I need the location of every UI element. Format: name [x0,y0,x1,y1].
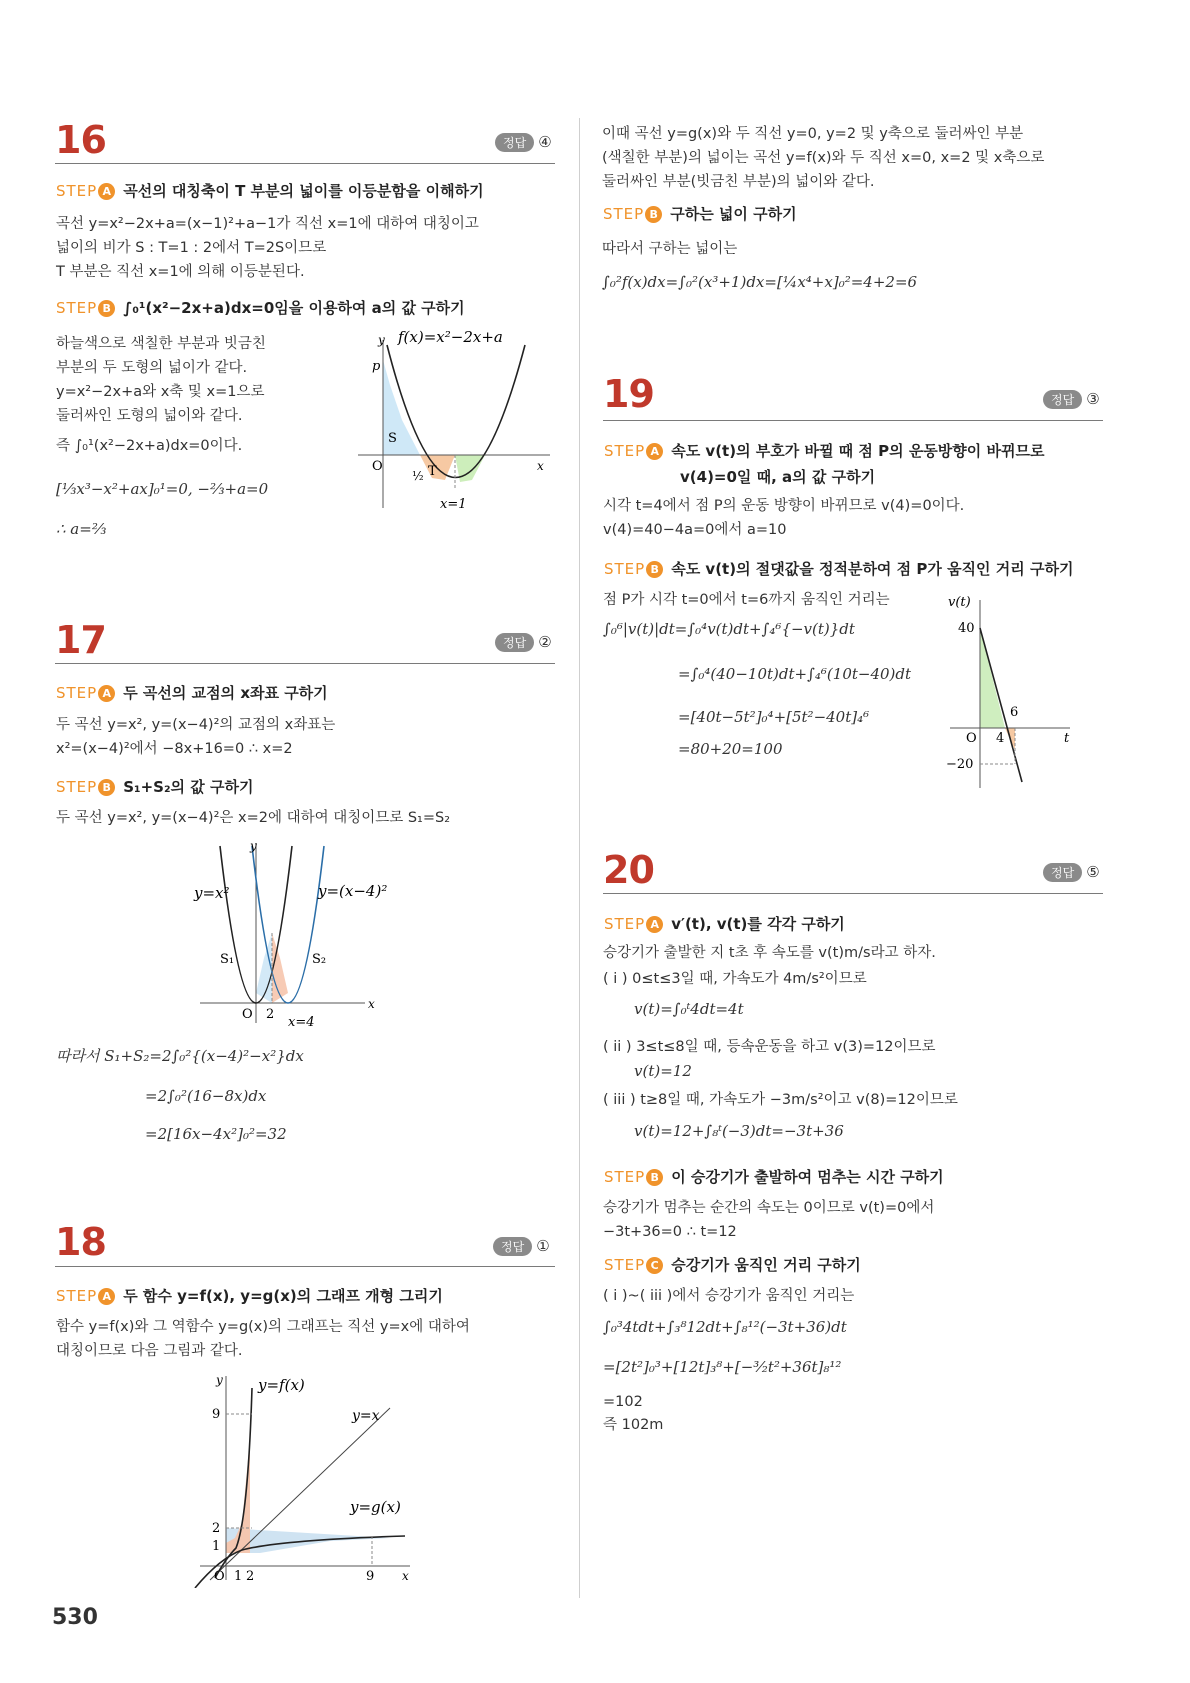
problem-16-rule [55,163,555,164]
p18-continuation: 이때 곡선 y=g(x)와 두 직선 y=0, y=2 및 y축으로 둘러싸인 부분 (색칠한 부분)의 넓이는 곡선 y=f(x)와 두 직선 x=0, x=2 및 x축으로 둘러싸인 부분(빗금친 부분)의 넓이와 같다. [602,126,1045,190]
answer-value: ④ [538,133,552,151]
problem-17-number: 17 [55,618,106,662]
answer-badge: 정답 [493,1237,532,1256]
problem-19-rule [603,420,1103,421]
p19-calc-4: =80+20=100 [678,740,783,758]
p16-step-b: STEP B ∫₀¹(x²−2x+a)dx=0임을 이용하여 a의 값 구하기 [56,299,465,317]
p19-four: 4 [996,731,1005,746]
problem-16-number: 16 [55,118,106,162]
p19-six: 6 [1010,705,1019,720]
p19-vt-label: v(t) [948,595,971,610]
p20-c-line-4: =102 [603,1394,643,1410]
p18-x9: 9 [366,1569,375,1584]
p17-s1-region [272,933,288,1003]
problem-17-answer [495,633,552,652]
p17-two: 2 [266,1007,275,1022]
p16-origin: O [372,459,383,474]
p20-line-4: ( ii ) 3≤t≤8일 때, 등속운동을 하고 v(3)=12이므로 [603,1039,936,1055]
p19-calc-2: =∫₀⁴(40−10t)dt+∫₄⁶(10t−40)dt [678,665,912,683]
p20-line-6: ( iii ) t≥8일 때, 가속도가 −3m/s²이고 v(8)=12이므로 [603,1092,958,1108]
answer-badge: 정답 [495,633,534,652]
p19-calc-3: =[40t−5t²]₀⁴+[5t²−40t]₄⁶ [678,708,870,726]
p18-y-label: y [216,1373,223,1387]
p18-origin: O [214,1569,225,1584]
p20-c-line-5: 즉 102m [603,1417,664,1433]
answer-badge: 정답 [495,133,534,152]
answer-badge: 정답 [1043,390,1082,409]
p19-step-b: STEP B 속도 v(t)의 절댓값을 정적분하여 점 P가 움직인 거리 구하기 [604,560,1074,578]
p20-linesB: 승강기가 멈추는 순간의 속도는 0이므로 v(t)=0에서 −3t+36=0 ∴ t=12 [603,1200,935,1240]
p18-g-label: y=g(x) [350,1498,401,1516]
p20-c-line-2: ∫₀³4tdt+∫₃⁸12dt+∫₈¹²(−3t+36)dt [603,1318,847,1336]
p18-lead: 따라서 구하는 넓이는 [602,241,738,257]
p20-step-b: STEP B 이 승강기가 출발하여 멈추는 시간 구하기 [604,1168,944,1186]
p20-c-line-3: =[2t²]₀³+[12t]₃⁸+[−³⁄₂t²+36t]₈¹² [603,1358,842,1376]
problem-20-answer [1043,863,1100,882]
p16-step-a: STEP A 곡선의 대칭축이 T 부분의 넓이를 이등분함을 이해하기 [56,182,484,200]
p19-step-a-line2: v(4)=0일 때, a의 값 구하기 [680,468,876,486]
p17-step-a: STEP A 두 곡선의 교점의 x좌표 구하기 [56,684,328,702]
p18-two: 2 [212,1521,221,1536]
p18-x-label: x [402,1569,409,1583]
p17-symmetry: 두 곡선 y=x², y=(x−4)²은 x=2에 대하여 대칭이므로 S₁=S₂ [56,810,451,826]
p16-graph [350,330,560,520]
problem-19-answer [1043,390,1100,409]
p19-forty: 40 [958,621,975,636]
p17-calc-2: =2∫₀²(16−8x)dx [145,1087,267,1105]
p19-t-label: t [1064,731,1070,746]
problem-20-rule [603,893,1103,894]
p16-text2: 하늘색으로 색칠한 부분과 빗금친 부분의 두 도형의 넓이가 같다. y=x²−2x+a와 x축 및 x=1으로 둘러싸인 도형의 넓이와 같다. 즉 ∫₀¹(x²−2x+a)dx=0이다. [56,336,266,454]
p17-x-label: x [368,997,375,1011]
answer-value: ② [538,633,552,651]
problem-18-answer [493,1237,550,1256]
p20-c-line-1: ( i )~( iii )에서 승강기가 움직인 거리는 [603,1288,855,1304]
page-number: 530 [52,1605,98,1630]
p16-x1-label: x=1 [440,497,467,512]
p18-step-a: STEP A 두 함수 y=f(x), y=g(x)의 그래프 개형 그리기 [56,1287,443,1305]
problem-17-rule [55,663,555,664]
p20-line-3: v(t)=∫₀ᵗ4dt=4t [634,1000,744,1018]
problem-16-answer [495,133,552,152]
answer-value: ③ [1086,390,1100,408]
p18-one: 1 [212,1539,221,1554]
p20-step-a: STEP A v′(t), v(t)를 각각 구하기 [604,915,845,933]
p20-line-2: ( i ) 0≤t≤3일 때, 가속도가 4m/s²이므로 [603,971,867,987]
p17-origin: O [242,1007,253,1022]
p16-s-label: S [388,431,397,446]
p17-step-b: STEP B S₁+S₂의 값 구하기 [56,778,254,796]
p17-calc-3: =2[16x−4x²]₀²=32 [145,1125,287,1143]
p18-line-yx [210,1408,390,1580]
p18-f-label: y=f(x) [258,1376,305,1394]
answer-value: ① [536,1237,550,1255]
p16-explanation: 곡선 y=x²−2x+a=(x−1)²+a−1가 직선 x=1에 대하여 대칭이고 넓이의 비가 S : T=1 : 2에서 T=2S이므로 T 부분은 직선 x=1에 의해 이등분된다. [56,216,479,280]
p20-line-1: 승강기가 출발한 지 t초 후 속도를 v(t)m/s라고 하자. [603,945,936,961]
p17-y-label: y [250,839,257,853]
p19-explanation: 시각 t=4에서 점 P의 운동 방향이 바뀌므로 v(4)=0이다. v(4)=40−4a=0에서 a=10 [603,498,965,538]
p17-s2-region [256,933,272,1003]
p19-step-a: STEP A 속도 v(t)의 부호가 바뀔 때 점 P의 운동방향이 바뀌므로 [604,442,1045,460]
p16-y-label: y [378,333,385,347]
p17-f2-label: y=(x−4)² [318,882,388,900]
p20-step-c: STEP C 승강기가 움직인 거리 구하기 [604,1256,861,1274]
problem-19-number: 19 [603,372,654,416]
p18-result: ∫₀²f(x)dx=∫₀²(x³+1)dx=[¼x⁴+x]₀²=4+2=6 [602,273,918,291]
p19-lead: 점 P가 시각 t=0에서 t=6까지 움직인 거리는 [603,592,890,608]
p20-line-5: v(t)=12 [634,1062,692,1080]
p18-x1: 1 [234,1569,243,1584]
column-divider [579,118,580,1598]
p18-step-b: STEP B 구하는 넓이 구하기 [603,205,797,223]
p17-f1-label: y=x² [194,884,230,902]
p17-x4-label: x=4 [288,1015,315,1028]
p17-s2-label: S₂ [312,952,327,967]
p18-explanation: 함수 y=f(x)와 그 역함수 y=g(x)의 그래프는 직선 y=x에 대하여 대칭이므로 다음 그림과 같다. [56,1319,470,1359]
p16-func-label: f(x)=x²−2x+a [398,330,503,346]
p16-x-label: x [537,459,544,473]
p16-p-label: p [372,359,381,374]
p19-origin: O [966,731,977,746]
p19-neg20: −20 [946,757,974,772]
p18-x2: 2 [246,1569,255,1584]
p16-t-label: T [428,464,437,479]
problem-18-rule [55,1266,555,1267]
answer-value: ⑤ [1086,863,1100,881]
p18-graph [190,1368,420,1588]
answer-badge: 정답 [1043,863,1082,882]
p19-graph [940,590,1080,790]
p19-calc-1: ∫₀⁶|v(t)|dt=∫₀⁴v(t)dt+∫₄⁶{−v(t)}dt [603,620,855,638]
p16-half-label: ½ [412,469,424,483]
p17-calc-1: 따라서 S₁+S₂=2∫₀²{(x−4)²−x²}dx [56,1047,304,1065]
p17-explanation: 두 곡선 y=x², y=(x−4)²의 교점의 x좌표는 x²=(x−4)²에서 −8x+16=0 ∴ x=2 [56,717,336,757]
problem-20-number: 20 [603,848,654,892]
p16-eq2: ∴ a=⅔ [56,520,107,538]
p16-eq1: [⅓x³−x²+ax]₀¹=0, −⅔+a=0 [56,480,269,498]
p20-line-7: v(t)=12+∫₈ᵗ(−3)dt=−3t+36 [634,1122,844,1140]
p18-yx-label: y=x [352,1408,380,1424]
p18-nine: 9 [212,1407,221,1422]
p17-graph [190,838,420,1028]
problem-18-number: 18 [55,1220,106,1264]
p17-s1-label: S₁ [220,952,235,967]
